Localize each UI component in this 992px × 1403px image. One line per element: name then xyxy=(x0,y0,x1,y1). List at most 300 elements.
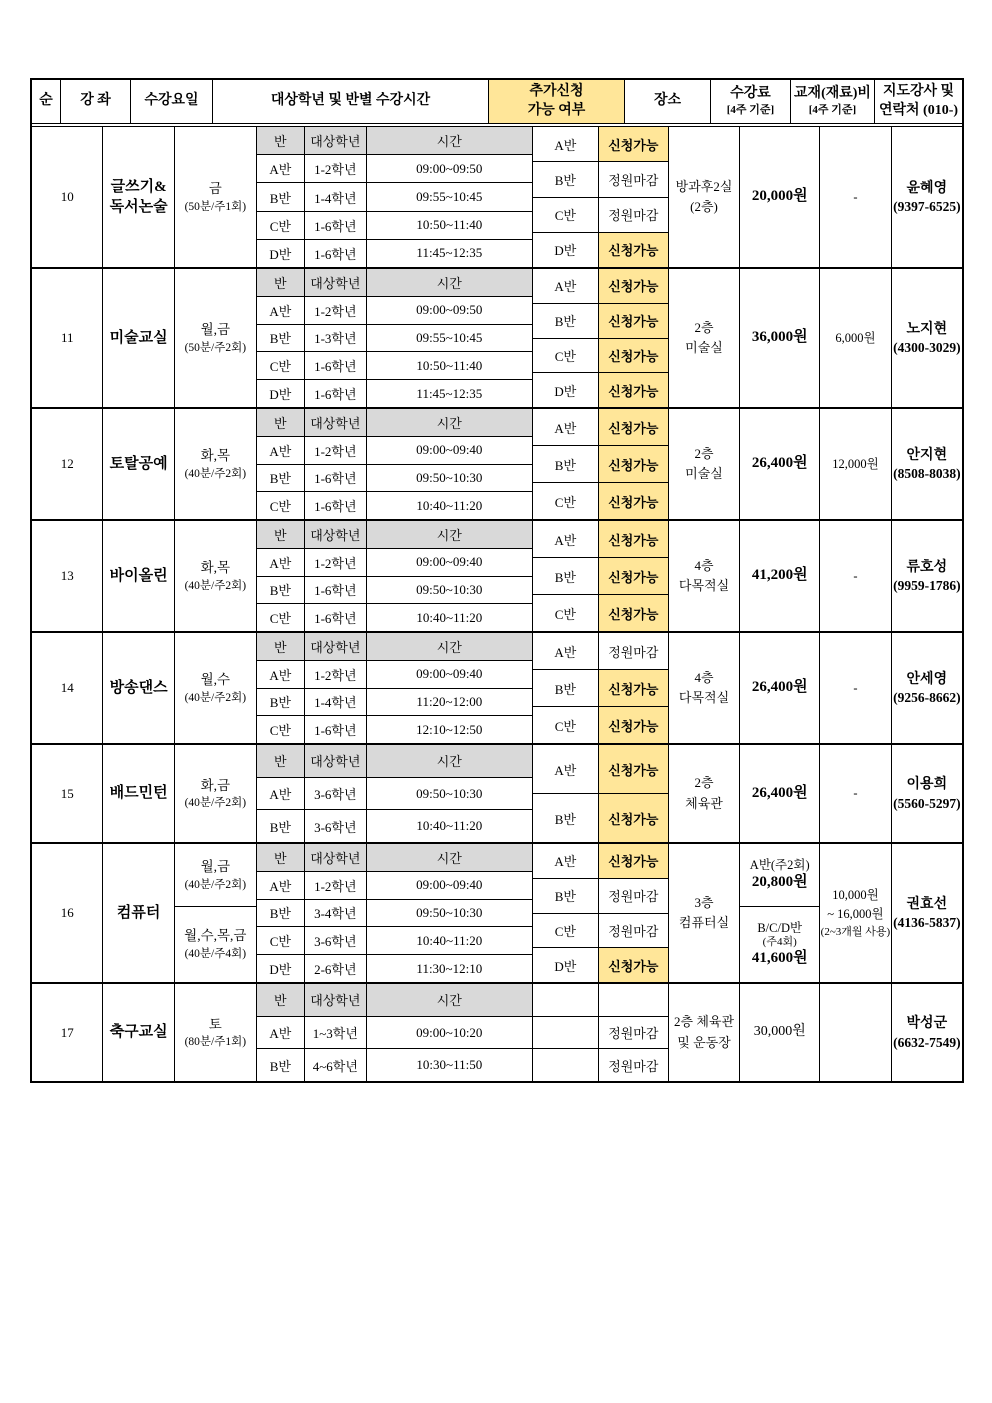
material-fee-cell xyxy=(819,633,890,743)
days-label: 화,금 xyxy=(200,777,231,793)
subheader-grade: 대상학년 xyxy=(305,984,367,1016)
schedule-table xyxy=(256,633,532,743)
apply-class-cell: D반 xyxy=(533,373,599,407)
course-days xyxy=(174,521,256,631)
fee-subcell xyxy=(740,521,819,631)
schedule-row xyxy=(257,465,532,493)
class-cell: A반 xyxy=(257,437,305,464)
place-text: 2층 체육관 xyxy=(674,1014,734,1030)
course-name-text: 컴퓨터 xyxy=(116,904,161,921)
schedule-row xyxy=(257,1049,532,1081)
subheader-grade: 대상학년 xyxy=(305,269,367,296)
class-cell: D반 xyxy=(257,240,305,267)
apply-row xyxy=(533,707,668,743)
class-cell: C반 xyxy=(257,716,305,743)
header-material: 교재(재료)비 [4주 기준] xyxy=(790,80,874,123)
apply-row xyxy=(533,670,668,707)
apply-status-table xyxy=(532,521,668,631)
subheader-class: 반 xyxy=(257,984,305,1016)
days-frequency: (50분/주2회) xyxy=(184,341,247,354)
apply-status-cell: 정원마감 xyxy=(608,1058,659,1074)
time-cell: 11:30~12:10 xyxy=(416,960,483,976)
fee-cell xyxy=(739,269,819,407)
time-cell: 10:50~11:40 xyxy=(416,217,483,233)
course-name xyxy=(102,745,173,842)
apply-row xyxy=(533,914,668,949)
teacher-name: 윤혜영 xyxy=(906,180,948,196)
course-name xyxy=(102,844,173,982)
place-cell xyxy=(668,409,739,519)
apply-class-cell: A반 xyxy=(533,409,599,445)
apply-row xyxy=(533,198,668,233)
teacher-name: 류호성 xyxy=(906,559,948,575)
place-text: 4층 xyxy=(694,557,714,573)
apply-row xyxy=(533,339,668,374)
apply-row xyxy=(533,844,668,879)
subheader-class: 반 xyxy=(257,745,305,777)
apply-status-cell: 신청가능 xyxy=(599,373,668,407)
teacher-name: 안지현 xyxy=(906,447,948,463)
place-text: 3층 xyxy=(694,894,714,910)
course-row xyxy=(32,267,962,407)
subheader-class: 반 xyxy=(257,409,305,436)
apply-row xyxy=(533,521,668,558)
apply-row xyxy=(533,879,668,914)
schedule-row xyxy=(257,927,532,955)
apply-class-cell: C반 xyxy=(533,595,599,631)
course-name-text: 글쓰기& xyxy=(110,178,167,195)
fee-subcell xyxy=(740,269,819,407)
time-cell: 09:00~09:40 xyxy=(416,554,483,570)
grade-cell: 1-6학년 xyxy=(305,352,367,379)
time-cell: 09:50~10:30 xyxy=(416,581,483,597)
class-cell: C반 xyxy=(257,492,305,519)
apply-class-cell: C반 xyxy=(533,707,599,743)
subheader-class: 반 xyxy=(257,844,305,871)
course-name xyxy=(102,127,173,267)
course-number: 12 xyxy=(60,456,74,471)
teacher-phone: (4300-3029) xyxy=(893,340,961,356)
apply-status-cell: 정원마감 xyxy=(608,1026,659,1041)
schedule-table xyxy=(256,127,532,267)
schedule-row xyxy=(257,716,532,743)
fee-cell xyxy=(739,127,819,267)
days-label: 월,금 xyxy=(200,322,231,338)
apply-row xyxy=(533,984,668,1017)
apply-status-table xyxy=(532,984,668,1081)
subheader-class: 반 xyxy=(257,521,305,548)
course-name-text: 바이올린 xyxy=(109,567,168,584)
schedule-subheader xyxy=(257,409,532,437)
fee-amount: 41,600원 xyxy=(751,949,808,966)
time-cell: 10:40~11:20 xyxy=(416,609,483,625)
subheader-time: 시간 xyxy=(436,754,462,770)
time-cell: 09:00~09:40 xyxy=(416,442,483,458)
days-label: 월,수 xyxy=(200,672,231,688)
apply-status-cell xyxy=(599,984,668,1016)
schedule-table xyxy=(256,984,532,1081)
apply-class-cell: C반 xyxy=(533,483,599,519)
course-row xyxy=(32,407,962,519)
apply-row xyxy=(533,595,668,631)
schedule-row xyxy=(257,549,532,577)
grade-cell: 1-4학년 xyxy=(305,183,367,210)
subheader-time: 시간 xyxy=(436,993,462,1009)
apply-class-cell: B반 xyxy=(533,162,599,196)
apply-row xyxy=(533,794,668,842)
fee-amount: 26,400원 xyxy=(751,455,808,472)
grade-cell: 1-6학년 xyxy=(305,716,367,743)
schedule-row xyxy=(257,437,532,465)
apply-class-cell: B반 xyxy=(533,446,599,482)
grade-cell: 1-2학년 xyxy=(305,297,367,324)
time-cell: 09:50~10:30 xyxy=(416,469,483,485)
subheader-time: 시간 xyxy=(436,134,462,150)
fee-subcell xyxy=(740,633,819,743)
apply-class-cell: D반 xyxy=(533,948,599,982)
days-label: 화,목 xyxy=(200,560,231,576)
fee-subcell xyxy=(740,984,819,1081)
apply-status-cell: 신청가능 xyxy=(599,233,668,267)
grade-cell: 1-6학년 xyxy=(305,212,367,239)
class-cell: C반 xyxy=(257,212,305,239)
apply-row xyxy=(533,483,668,519)
material-fee-cell xyxy=(819,745,890,842)
class-cell: B반 xyxy=(257,810,305,842)
course-name-text: 축구교실 xyxy=(109,1024,168,1041)
apply-status-cell: 신청가능 xyxy=(599,446,668,482)
apply-row xyxy=(533,127,668,162)
teacher-phone: (9256-8662) xyxy=(893,690,961,706)
grade-cell: 1-2학년 xyxy=(305,661,367,688)
teacher-name: 이용희 xyxy=(906,777,948,793)
place-text: 컴퓨터실 xyxy=(678,915,730,930)
schedule-row xyxy=(257,240,532,267)
schedule-table xyxy=(256,409,532,519)
class-cell: A반 xyxy=(257,155,305,182)
days-frequency: (80분/주1회) xyxy=(184,1036,247,1049)
fee-subcell xyxy=(740,127,819,267)
time-cell: 09:00~09:40 xyxy=(416,666,483,682)
material-fee-text: - xyxy=(853,680,858,695)
time-cell: 10:40~11:20 xyxy=(416,818,483,834)
class-cell: C반 xyxy=(257,927,305,954)
course-number: 10 xyxy=(60,189,74,204)
header-course: 강 좌 xyxy=(60,80,130,123)
apply-row xyxy=(533,745,668,794)
course-number: 15 xyxy=(60,785,74,801)
place-cell xyxy=(668,984,739,1081)
apply-status-cell: 신청가능 xyxy=(599,948,668,982)
material-fee-text: 6,000원 xyxy=(835,330,876,345)
days-cell xyxy=(175,521,256,631)
apply-row xyxy=(533,633,668,670)
subheader-grade: 대상학년 xyxy=(305,409,367,436)
time-cell: 09:50~10:30 xyxy=(416,904,483,920)
class-cell: B반 xyxy=(257,577,305,604)
apply-status-table xyxy=(532,844,668,982)
days-cell xyxy=(175,409,256,519)
place-text: 2층 xyxy=(694,319,714,335)
grade-cell: 1-6학년 xyxy=(305,380,367,407)
material-fee-text: 12,000원 xyxy=(832,456,879,471)
subheader-grade: 대상학년 xyxy=(305,745,367,777)
schedule-row xyxy=(257,872,532,900)
schedule-subheader xyxy=(257,633,532,661)
place-text: (2층) xyxy=(690,199,718,214)
class-cell: B반 xyxy=(257,183,305,210)
course-number: 16 xyxy=(60,905,74,920)
table-body xyxy=(32,127,962,1081)
time-cell: 10:30~11:50 xyxy=(416,1057,483,1073)
grade-cell: 1-2학년 xyxy=(305,437,367,464)
place-text: 체육관 xyxy=(685,795,723,811)
teacher-name: 권효선 xyxy=(906,896,948,912)
class-cell: B반 xyxy=(257,1049,305,1081)
apply-status-cell: 신청가능 xyxy=(599,707,668,743)
class-cell: C반 xyxy=(257,604,305,631)
place-text: 및 운동장 xyxy=(677,1034,731,1050)
teacher-name: 노지현 xyxy=(906,321,948,337)
apply-row xyxy=(533,162,668,197)
time-cell: 10:50~11:40 xyxy=(416,357,483,373)
teacher-cell xyxy=(891,844,962,982)
place-cell xyxy=(668,521,739,631)
course-days xyxy=(174,633,256,743)
teacher-phone: (8508-8038) xyxy=(893,466,961,482)
fee-cell xyxy=(739,745,819,842)
class-cell: A반 xyxy=(257,297,305,324)
apply-class-cell: B반 xyxy=(533,304,599,338)
class-cell: B반 xyxy=(257,465,305,492)
schedule-row xyxy=(257,325,532,353)
fee-class-label: B/C/D반 xyxy=(757,920,803,935)
apply-row xyxy=(533,948,668,982)
teacher-cell xyxy=(891,127,962,267)
course-number: 17 xyxy=(60,1024,74,1040)
apply-row xyxy=(533,304,668,339)
grade-cell: 1-2학년 xyxy=(305,155,367,182)
subheader-time: 시간 xyxy=(436,639,462,655)
schedule-subheader xyxy=(257,269,532,297)
time-cell: 09:00~09:50 xyxy=(416,160,483,176)
place-cell xyxy=(668,127,739,267)
schedule-subheader xyxy=(257,844,532,872)
teacher-cell xyxy=(891,269,962,407)
grade-cell: 1-4학년 xyxy=(305,689,367,716)
place-text: 2층 xyxy=(694,775,714,791)
grade-cell: 1-3학년 xyxy=(305,325,367,352)
teacher-name: 안세영 xyxy=(906,671,948,687)
apply-class-cell: B반 xyxy=(533,794,599,842)
apply-status-table xyxy=(532,127,668,267)
grade-cell: 1-6학년 xyxy=(305,604,367,631)
place-text: 2층 xyxy=(694,445,714,461)
grade-cell: 1-2학년 xyxy=(305,549,367,576)
days-frequency: (40분/주2회) xyxy=(184,878,247,891)
apply-status-table xyxy=(532,745,668,842)
subheader-grade: 대상학년 xyxy=(305,844,367,871)
fee-cell xyxy=(739,633,819,743)
schedule-row xyxy=(257,155,532,183)
apply-row xyxy=(533,1017,668,1050)
header-schedule: 대상학년 및 반별 수강시간 xyxy=(212,80,488,123)
days-label: 월,수,목,금 xyxy=(184,928,247,944)
apply-status-table xyxy=(532,269,668,407)
teacher-cell xyxy=(891,409,962,519)
subheader-time: 시간 xyxy=(436,275,462,291)
subheader-grade: 대상학년 xyxy=(305,521,367,548)
apply-status-cell: 신청가능 xyxy=(599,409,668,445)
time-cell: 11:20~12:00 xyxy=(416,693,483,709)
days-frequency: (40분/주2회) xyxy=(184,691,247,704)
course-days xyxy=(174,984,256,1081)
teacher-phone: (6632-7549) xyxy=(893,1034,961,1050)
apply-class-cell xyxy=(533,1017,599,1049)
grade-cell: 1~3학년 xyxy=(305,1017,367,1049)
material-fee-cell xyxy=(819,521,890,631)
schedule-row xyxy=(257,661,532,689)
fee-cell xyxy=(739,844,819,982)
course-row xyxy=(32,631,962,743)
schedule-table xyxy=(256,269,532,407)
grade-cell: 1-6학년 xyxy=(305,240,367,267)
apply-row xyxy=(533,233,668,267)
table-header xyxy=(32,80,962,127)
class-cell: B반 xyxy=(257,689,305,716)
fee-subcell xyxy=(740,907,819,982)
fee-amount: 20,800원 xyxy=(751,873,808,890)
course-row xyxy=(32,982,962,1081)
course-name-text: 배드민턴 xyxy=(109,785,168,802)
schedule-row xyxy=(257,212,532,240)
schedule-row xyxy=(257,810,532,842)
fee-cell xyxy=(739,521,819,631)
apply-status-cell: 신청가능 xyxy=(599,339,668,373)
apply-status-cell: 신청가능 xyxy=(599,269,668,303)
apply-row xyxy=(533,409,668,446)
schedule-row xyxy=(257,900,532,928)
time-cell: 09:00~10:20 xyxy=(416,1024,483,1040)
schedule-row xyxy=(257,955,532,982)
days-cell xyxy=(175,127,256,267)
material-fee-cell xyxy=(819,409,890,519)
subheader-class: 반 xyxy=(257,633,305,660)
subheader-grade: 대상학년 xyxy=(305,127,367,154)
course-days xyxy=(174,269,256,407)
fee-subcell xyxy=(740,745,819,842)
apply-status-cell: 신청가능 xyxy=(599,304,668,338)
fee-cell xyxy=(739,409,819,519)
grade-cell: 3-4학년 xyxy=(305,900,367,927)
days-cell xyxy=(175,633,256,743)
days-label: 금 xyxy=(208,181,222,197)
teacher-phone: (9397-6525) xyxy=(893,199,961,215)
time-cell: 11:45~12:35 xyxy=(416,245,483,261)
fee-amount: 41,200원 xyxy=(751,567,808,584)
course-row xyxy=(32,127,962,267)
subheader-grade: 대상학년 xyxy=(305,633,367,660)
days-frequency: (40분/주2회) xyxy=(184,579,247,592)
header-apply: 추가신청 가능 여부 xyxy=(488,80,624,123)
grade-cell: 2-6학년 xyxy=(305,955,367,982)
apply-class-cell xyxy=(533,984,599,1016)
grade-cell: 1-2학년 xyxy=(305,872,367,899)
class-cell: A반 xyxy=(257,549,305,576)
apply-row xyxy=(533,446,668,483)
apply-row xyxy=(533,558,668,595)
days-cell xyxy=(175,745,256,842)
schedule-subheader xyxy=(257,127,532,155)
material-fee-cell xyxy=(819,984,890,1081)
fee-frequency-label: (주4회) xyxy=(762,935,797,948)
class-cell: B반 xyxy=(257,325,305,352)
class-cell: B반 xyxy=(257,900,305,927)
apply-status-cell: 정원마감 xyxy=(608,172,659,188)
subheader-time: 시간 xyxy=(436,850,462,866)
time-cell: 12:10~12:50 xyxy=(416,721,483,737)
class-cell: A반 xyxy=(257,872,305,899)
grade-cell: 1-6학년 xyxy=(305,465,367,492)
apply-status-cell: 정원마감 xyxy=(608,923,659,939)
schedule-row xyxy=(257,1017,532,1050)
course-name xyxy=(102,984,173,1081)
apply-status-cell: 정원마감 xyxy=(608,644,659,660)
apply-row xyxy=(533,269,668,304)
header-days: 수강요일 xyxy=(130,80,212,123)
class-cell: A반 xyxy=(257,661,305,688)
material-fee-text: (2~3개월 사용) xyxy=(820,925,891,938)
days-cell xyxy=(175,269,256,407)
grade-cell: 4~6학년 xyxy=(305,1049,367,1081)
course-days xyxy=(174,745,256,842)
apply-row xyxy=(533,1049,668,1081)
place-text: 방과후2실 xyxy=(675,178,733,194)
material-fee-text: - xyxy=(853,786,858,801)
apply-status-cell: 신청가능 xyxy=(599,794,668,842)
grade-cell: 1-6학년 xyxy=(305,577,367,604)
course-number: 14 xyxy=(60,680,74,695)
apply-status-cell: 정원마감 xyxy=(608,889,659,905)
course-number: 11 xyxy=(60,330,74,345)
apply-class-cell: C반 xyxy=(533,198,599,232)
apply-class-cell: A반 xyxy=(533,633,599,669)
class-cell: C반 xyxy=(257,352,305,379)
header-fee: 수강료 [4주 기준] xyxy=(710,80,790,123)
apply-status-cell: 신청가능 xyxy=(599,483,668,519)
class-cell: D반 xyxy=(257,955,305,982)
place-cell xyxy=(668,633,739,743)
fee-subcell xyxy=(740,844,819,907)
apply-status-cell: 신청가능 xyxy=(599,595,668,631)
place-text: 다목적실 xyxy=(678,690,730,705)
apply-class-cell: A반 xyxy=(533,521,599,557)
schedule-row xyxy=(257,689,532,717)
class-cell: A반 xyxy=(257,778,305,810)
apply-class-cell: D반 xyxy=(533,233,599,267)
course-name-text: 토탈공예 xyxy=(109,455,168,472)
apply-class-cell: A반 xyxy=(533,269,599,303)
time-cell: 10:40~11:20 xyxy=(416,497,483,513)
grade-cell: 3-6학년 xyxy=(305,927,367,954)
course-name-text: 방송댄스 xyxy=(109,679,168,696)
fee-class-label: A반(주2회) xyxy=(749,857,810,872)
days-cell xyxy=(175,844,256,907)
apply-status-cell: 정원마감 xyxy=(608,208,659,224)
apply-status-table xyxy=(532,409,668,519)
grade-cell: 1-6학년 xyxy=(305,492,367,519)
course-days xyxy=(174,409,256,519)
